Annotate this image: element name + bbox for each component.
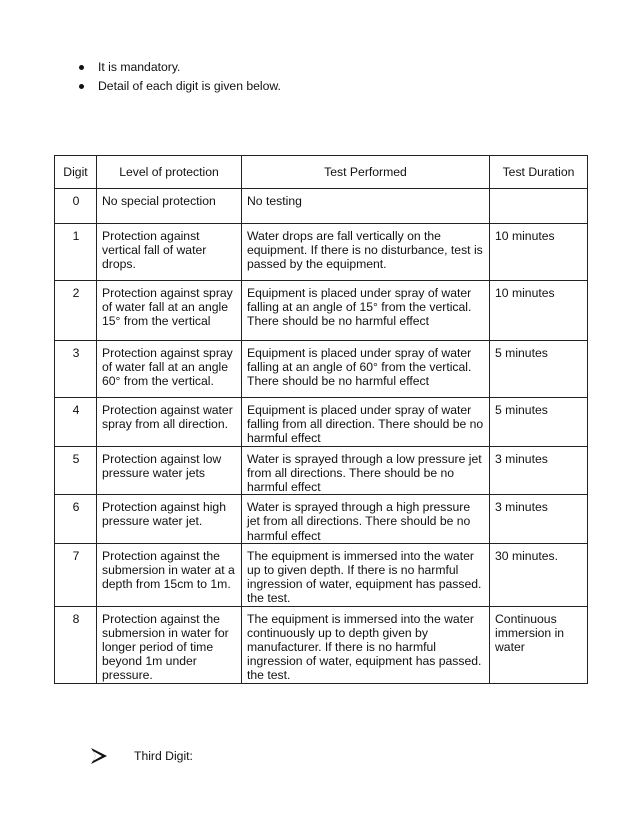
test-cell: The equipment is immersed into the water up to given depth. If there is no harmful ingression of water, equipment has passed. the test. [242,543,490,606]
duration-cell: 10 minutes [490,281,588,341]
level-cell: Protection against low pressure water jets [97,446,242,495]
table-row [55,543,588,606]
bullet-text: Detail of each digit is given below. [98,79,281,93]
test-cell: Equipment is placed under spray of water falling at an angle of 60° from the vertical. There should be no harmful effect [242,341,490,398]
header-duration: Test Duration [490,156,588,189]
bullet-list [78,58,281,96]
duration-cell: Continuous immersion in water [490,606,588,683]
digit-cell: 2 [55,281,97,341]
test-cell: The equipment is immersed into the water continuously up to depth given by manufacturer. If there is no harmful ingression of water, equipment has passed. the test. [242,606,490,683]
test-cell: Water drops are fall vertically on the equipment. If there is no disturbance, test is passed by the equipment. [242,224,490,281]
bullet-text: It is mandatory. [98,60,181,74]
table-row [55,446,588,495]
table-row [55,398,588,447]
test-cell: Equipment is placed under spray of water falling from all direction. There should be no harmful effect [242,398,490,447]
duration-cell [490,189,588,224]
duration-cell: 5 minutes [490,341,588,398]
header-level: Level of protection [97,156,242,189]
duration-cell: 30 minutes. [490,543,588,606]
table-header-row [55,156,588,189]
duration-cell: 3 minutes [490,495,588,544]
level-cell: No special protection [97,189,242,224]
digit-cell: 8 [55,606,97,683]
table-row [55,281,588,341]
test-cell: No testing [242,189,490,224]
duration-cell: 5 minutes [490,398,588,447]
test-cell: Water is sprayed through a high pressure jet from all directions. There should be no harmful effect [242,495,490,544]
third-digit-heading [90,747,193,765]
digit-cell: 1 [55,224,97,281]
test-cell: Equipment is placed under spray of water falling at an angle of 15° from the vertical. There should be no harmful effect [242,281,490,341]
header-digit: Digit [55,156,97,189]
table-row [55,189,588,224]
digit-cell: 6 [55,495,97,544]
arrowhead-bullet-icon [90,747,108,765]
bullet-item [78,77,281,96]
level-cell: Protection against the submersion in water at a depth from 15cm to 1m. [97,543,242,606]
table-row [55,341,588,398]
duration-cell: 10 minutes [490,224,588,281]
digit-cell: 7 [55,543,97,606]
third-digit-label: Third Digit: [134,749,193,763]
table-row [55,606,588,683]
level-cell: Protection against high pressure water jet. [97,495,242,544]
header-test: Test Performed [242,156,490,189]
digit-cell: 3 [55,341,97,398]
bullet-dot-icon [79,84,84,89]
digit-cell: 0 [55,189,97,224]
table-row [55,495,588,544]
test-cell: Water is sprayed through a low pressure jet from all directions. There should be no harmful effect [242,446,490,495]
level-cell: Protection against spray of water fall at an angle 15° from the vertical [97,281,242,341]
table-row [55,224,588,281]
digit-cell: 5 [55,446,97,495]
level-cell: Protection against water spray from all direction. [97,398,242,447]
level-cell: Protection against spray of water fall at an angle 60° from the vertical. [97,341,242,398]
bullet-dot-icon [79,65,84,70]
duration-cell: 3 minutes [490,446,588,495]
ip-protection-table [54,155,588,684]
level-cell: Protection against vertical fall of water drops. [97,224,242,281]
digit-cell: 4 [55,398,97,447]
level-cell: Protection against the submersion in water for longer period of time beyond 1m under pressure. [97,606,242,683]
bullet-item [78,58,281,77]
